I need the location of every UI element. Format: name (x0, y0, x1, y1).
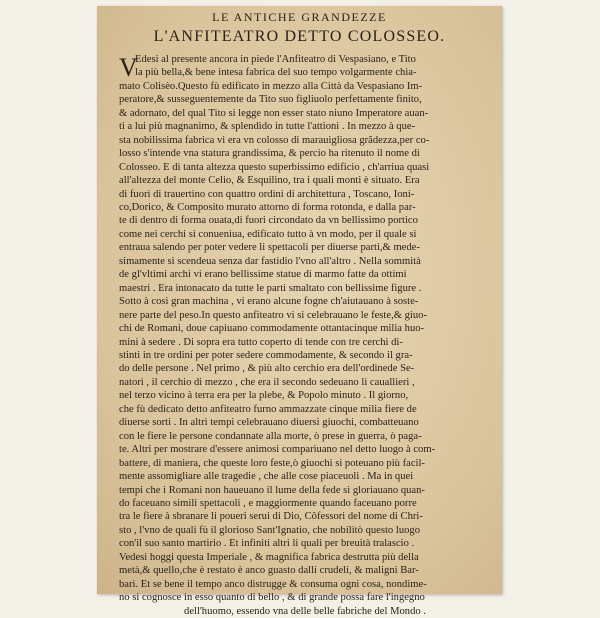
text-line: nere parte del peso.In questo anfiteatro vi si celebrauano le feste,& giuo- (119, 309, 427, 321)
text-line: & adornato, del qual Tito si legge non esser stato niuno Imperatore auan- (119, 107, 429, 119)
text-line: con le fiere le persone condannate alla morte, ò prese in guerra, ò paga- (119, 430, 422, 442)
text-line: all'altezza del monte Celio, & Esquilino, tra i quali monti è situato. Era (119, 175, 420, 187)
text-line: sta nobilissima fabrica vi era vn colosso di marauigliosa grãdezza,per co- (119, 134, 430, 146)
text-line: ti a lui più magnanimo, & splendido in tutte l'attioni . In mezzo à que- (119, 121, 416, 133)
text-line: entraua salendo per poter vedere li spettacoli per diuerse parti,& mede- (119, 242, 420, 254)
text-line: te. Altri per mostrare d'essere animosi compariuano nel detto luogo à com- (119, 444, 436, 456)
text-line: di fuori di trauertino con quattro ordini di architettura , Toscano, Ioni- (119, 188, 415, 200)
text-line: no si cognosce in esso quanto di bello , & di grande possa fare l'ingegno (119, 592, 425, 604)
text-line: stinti in tre ordini per poter sedere commodamente, & secondo il gra- (119, 349, 413, 361)
text-line: co,Dorico, & Composito murato attorno di forma rotonda, e dalla par- (119, 201, 416, 213)
text-line: dell'huomo, essendo vna delle belle fabriche del Mondo . (184, 605, 426, 617)
body-text (119, 53, 491, 618)
text-line: la più bella,& bene intesa fabrica del suo tempo volgarmente chia- (135, 67, 417, 79)
text-line: tempi che i Romani non haueuano il lume della fede si gloriauano quan- (119, 484, 425, 496)
text-line: sto , l'vno de quali fù il glorioso Sant'Ignatio, che nobilitò questo luogo (119, 524, 421, 536)
text-line: mini à sedere . Di sopra era tutto coperto di tende con tre cerchi di- (119, 336, 403, 348)
text-line: mente assomigliare alle tragedie , che alle cose piaceuoli . Ma in quei (119, 471, 414, 483)
text-line: Colosseo. E di tanta altezza questo superbissimo edificio , ch'arriua quasi (119, 161, 430, 173)
text-line: bari. Et se bene il tempo anco distrugge & consuma ogni cosa, nondime- (119, 578, 427, 590)
text-line: con'il suo santo martirio . Et infiniti altri li quali per breuità tralascio . (119, 538, 415, 550)
text-line: natori , il cerchio di mezzo , che era il secondo sedeuano li cauallieri , (119, 376, 415, 388)
text-line: do delle persone . Nel primo , & più alto cerchio era dell'ordinede Se- (119, 363, 415, 375)
text-line: diuerse sorti . In altri tempi celebrauano diuersi giuochi, combatteuano (119, 417, 419, 429)
text-line: battere, di maniera, che queste loro feste,ò giuochi si poteuano più facil- (119, 457, 425, 469)
text-line: maestri . Era intonacato da tutte le parti smaltato con bellissime figure . (119, 282, 422, 294)
text-line: metà,& quello,che è restato è anco guasto dalli crudeli, & maligni Bar- (119, 565, 419, 577)
text-line: chi de Romani, doue capiuano commodamente ottantacinque milia huo- (119, 323, 425, 335)
text-line: do faceuano simili spettacoli , e maggiormente quando faceuano porre (119, 497, 417, 509)
drop-cap: V (119, 53, 138, 82)
text-line: tra le fiere à sbranare li poueri serui di Dio, Côfessori del nome di Chri- (119, 511, 423, 523)
text-line: de gl'vltimi archi vi erano bellissime statue di marmo fatte da ottimi (119, 269, 407, 281)
text-line: Sotto à così gran machina , vi erano alcune fogne ch'aiutauano à soste- (119, 296, 419, 308)
text-line: Vedesi hoggi questa Imperiale , & magnifica fabrica destrutta più della (119, 551, 419, 563)
text-line: losso s'intende vna statura grandissima, & percio ha ritenuto il nome di (119, 148, 420, 160)
text-line: Edesi al presente ancora in piede l'Anfiteatro di Vespasiano, e Tito (135, 54, 416, 65)
text-lines (119, 53, 491, 618)
text-line: come nei cerchi si conueniua, edificato tutto à vn modo, per il quale si (119, 228, 417, 240)
book-page (97, 6, 502, 617)
text-line: nel terzo vicino à terra era per la plebe, & Popolo minuto . Il giorno, (119, 390, 409, 402)
running-head: LE ANTICHE GRANDEZZE (212, 10, 387, 24)
chapter-title: L'ANFITEATRO DETTO COLOSSEO. (153, 28, 446, 45)
text-line: te di dentro di forma ouata,di fuori circondato da vn bellissimo portico (119, 215, 418, 227)
text-line: peratore,& susseguentemente da Tito suo figliuolo perfettamente finito, (119, 94, 422, 106)
text-line: mato Colisèo.Questo fù edificato in mezzo alla Città da Vespasiano Im- (119, 80, 423, 92)
text-line: che fù dedicato detto anfiteatro furno ammazzate cinque milia fiere de (119, 403, 417, 415)
text-line: simamente si scendeua senza dar fastidio l'vno all'altro . Nella sommità (119, 255, 421, 267)
